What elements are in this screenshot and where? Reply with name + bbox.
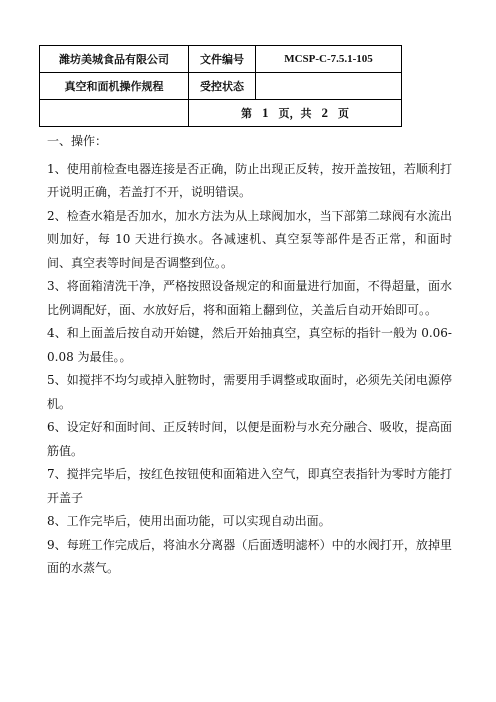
control-status-value bbox=[256, 73, 402, 100]
operation-step-6: 6、设定好和面时间、正反转时间，以便是面粉与水充分融合、吸收，提高面筋值。 bbox=[47, 420, 452, 458]
document-header-table bbox=[39, 45, 402, 127]
section-heading: 一、操作： bbox=[47, 134, 108, 148]
operation-step-9: 9、每班工作完成后，将油水分离器（后面透明滤杯）中的水阀打开，放掉里面的水蒸气。 bbox=[47, 537, 452, 575]
operation-step-5: 5、如搅拌不均匀或掉入脏物时，需要用手调整或取面时，必须先关闭电源停机。 bbox=[47, 373, 452, 411]
empty-cell bbox=[40, 100, 189, 127]
document-body bbox=[47, 130, 452, 581]
page-total: 2 bbox=[321, 105, 328, 120]
page-mid: 页，共 bbox=[278, 107, 312, 120]
control-status-label: 受控状态 bbox=[189, 73, 256, 100]
page-number: 1 bbox=[262, 105, 269, 120]
doc-number-value: MCSP-C-7.5.1-105 bbox=[256, 46, 402, 73]
operation-step-7: 7、搅拌完毕后，按红色按钮使和面箱进入空气，即真空表指针为零时方能打开盖子 bbox=[47, 467, 452, 505]
page-suffix: 页 bbox=[338, 107, 349, 120]
operation-step-1: 1、使用前检查电器连接是否正确，防止出现正反转，按开盖按钮，若顺利打开说明正确，若盖打不开，说明错误。 bbox=[47, 161, 452, 199]
company-name: 潍坊美城食品有限公司 bbox=[40, 46, 189, 73]
operation-step-3: 3、将面箱清洗干净，严格按照设备规定的和面量进行加面，不得超量，面水比例调配好，面、水放好后，将和面箱上翻到位，关盖后自动开始即可。。 bbox=[47, 279, 452, 317]
operation-step-4: 4、和上面盖后按自动开始键，然后开始抽真空，真空标的指针一般为 0.06-0.08 为最佳。。 bbox=[47, 326, 452, 364]
page-indicator bbox=[189, 100, 402, 127]
page-prefix: 第 bbox=[241, 107, 252, 120]
document-title: 真空和面机操作规程 bbox=[40, 73, 189, 100]
operation-step-2: 2、检查水箱是否加水，加水方法为从上球阀加水，当下部第二球阀有水流出则加好，每 10 天进行换水。各减速机、真空泵等部件是否正常，和面时间、真空表等时间是否调整到位。。 bbox=[47, 208, 452, 270]
doc-number-label: 文件编号 bbox=[189, 46, 256, 73]
operation-step-8: 8、工作完毕后，使用出面功能，可以实现自动出面。 bbox=[47, 514, 331, 528]
